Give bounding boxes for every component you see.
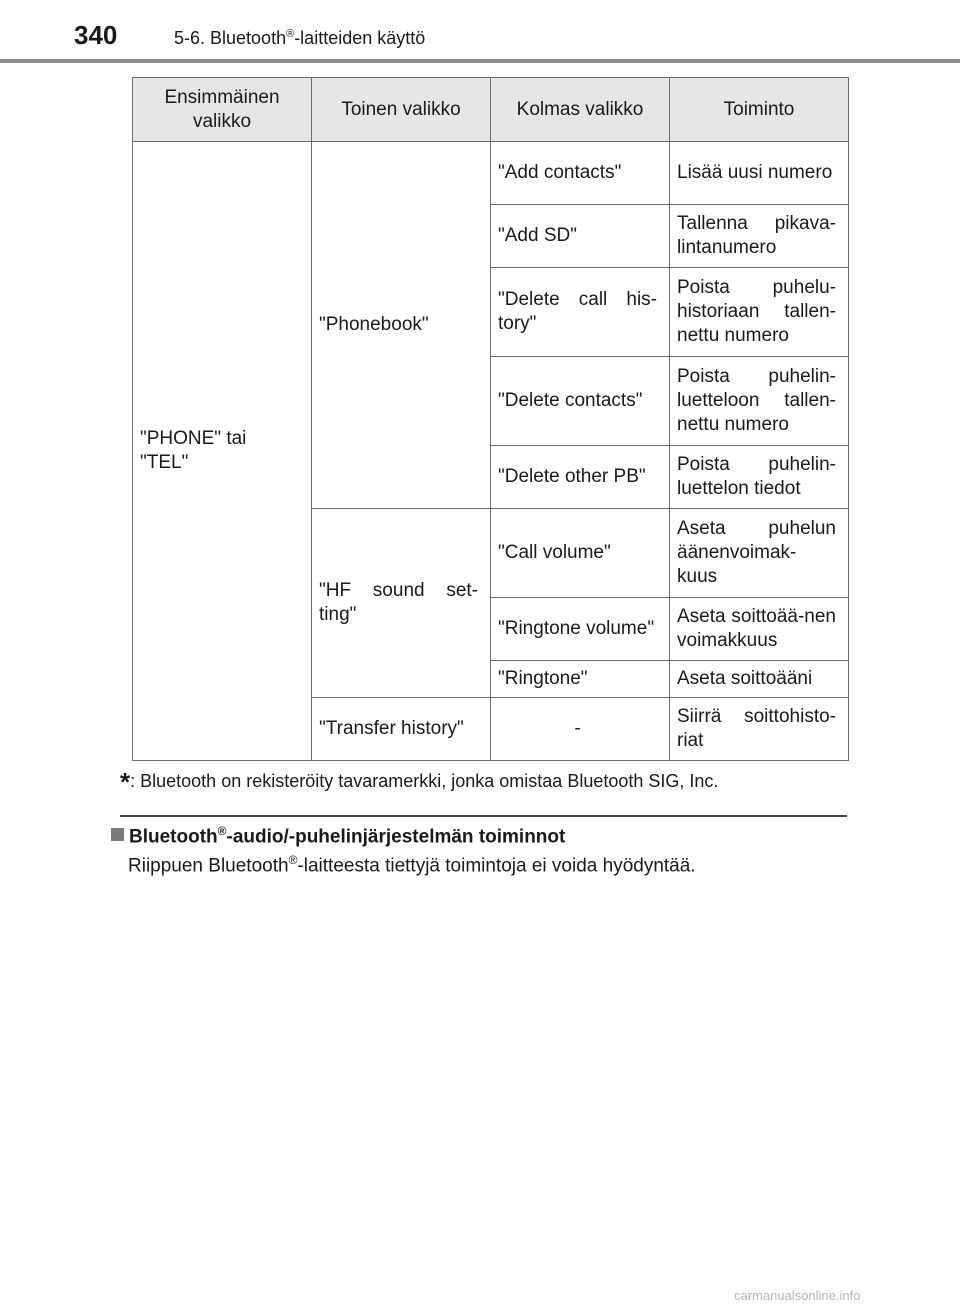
page-header xyxy=(0,0,960,66)
table-header-row xyxy=(133,78,849,142)
second-menu-hf-sound: "HF sound set-ting" xyxy=(312,509,491,698)
body-suffix: -laitteesta tiettyjä toimintoja ei voida hyödyntää. xyxy=(297,855,696,877)
table-row xyxy=(133,142,849,205)
header-first-menu: Ensimmäinen valikko xyxy=(133,78,312,142)
header-third-menu: Kolmas valikko xyxy=(491,78,670,142)
function-cell: Lisää uusi numero xyxy=(670,142,849,205)
function-cell: Tallenna pikava-lintanumero xyxy=(670,205,849,268)
footnote xyxy=(120,767,718,798)
page-number: 340 xyxy=(74,20,118,50)
third-menu-cell: "Delete other PB" xyxy=(491,446,670,509)
third-menu-cell: "Ringtone" xyxy=(491,661,670,698)
second-menu-phonebook: "Phonebook" xyxy=(312,142,491,509)
section-title xyxy=(174,28,425,49)
body-prefix: Riippuen Bluetooth xyxy=(128,855,289,877)
subsection-heading xyxy=(111,824,565,848)
third-menu-cell: "Add contacts" xyxy=(491,142,670,205)
third-menu-cell: "Call volume" xyxy=(491,509,670,598)
function-cell: Poista puhelin-luetteloon tallen-nettu numero xyxy=(670,357,849,446)
third-menu-cell: "Delete call his-tory" xyxy=(491,268,670,357)
subsection-body xyxy=(128,853,696,877)
heading-suffix: -audio/-puhelinjärjestelmän toiminnot xyxy=(226,826,566,848)
watermark: carmanualsonline.info xyxy=(734,1288,861,1303)
third-menu-cell: "Ringtone volume" xyxy=(491,598,670,661)
registered-mark: ® xyxy=(288,853,298,867)
function-cell: Poista puhelu-historiaan tallen-nettu numero xyxy=(670,268,849,357)
third-menu-cell: "Delete contacts" xyxy=(491,357,670,446)
footnote-star: * xyxy=(120,767,131,797)
section-title-suffix: -laitteiden käyttö xyxy=(294,28,426,48)
second-menu-transfer: "Transfer history" xyxy=(312,698,491,761)
footnote-divider xyxy=(120,815,847,817)
third-menu-cell: "Add SD" xyxy=(491,205,670,268)
menu-table xyxy=(132,77,849,761)
function-cell: Siirrä soittohisto-riat xyxy=(670,698,849,761)
function-cell: Poista puhelin-luettelon tiedot xyxy=(670,446,849,509)
section-title-prefix: 5-6. Bluetooth xyxy=(174,28,287,48)
third-menu-cell: - xyxy=(491,698,670,761)
header-rule xyxy=(0,59,960,63)
function-cell: Aseta puhelun äänenvoimak-kuus xyxy=(670,509,849,598)
registered-mark: ® xyxy=(286,28,295,40)
first-menu-cell: "PHONE" tai "TEL" xyxy=(133,142,312,761)
header-second-menu: Toinen valikko xyxy=(312,78,491,142)
header-function: Toiminto xyxy=(670,78,849,142)
registered-mark: ® xyxy=(217,824,227,838)
function-cell: Aseta soittoääni xyxy=(670,661,849,698)
function-cell: Aseta soittoää-nen voimakkuus xyxy=(670,598,849,661)
footnote-text: : Bluetooth on rekisteröity tavaramerkki, jonka omistaa Bluetooth SIG, Inc. xyxy=(130,771,719,791)
square-bullet-icon xyxy=(111,828,124,841)
heading-prefix: Bluetooth xyxy=(129,826,218,848)
